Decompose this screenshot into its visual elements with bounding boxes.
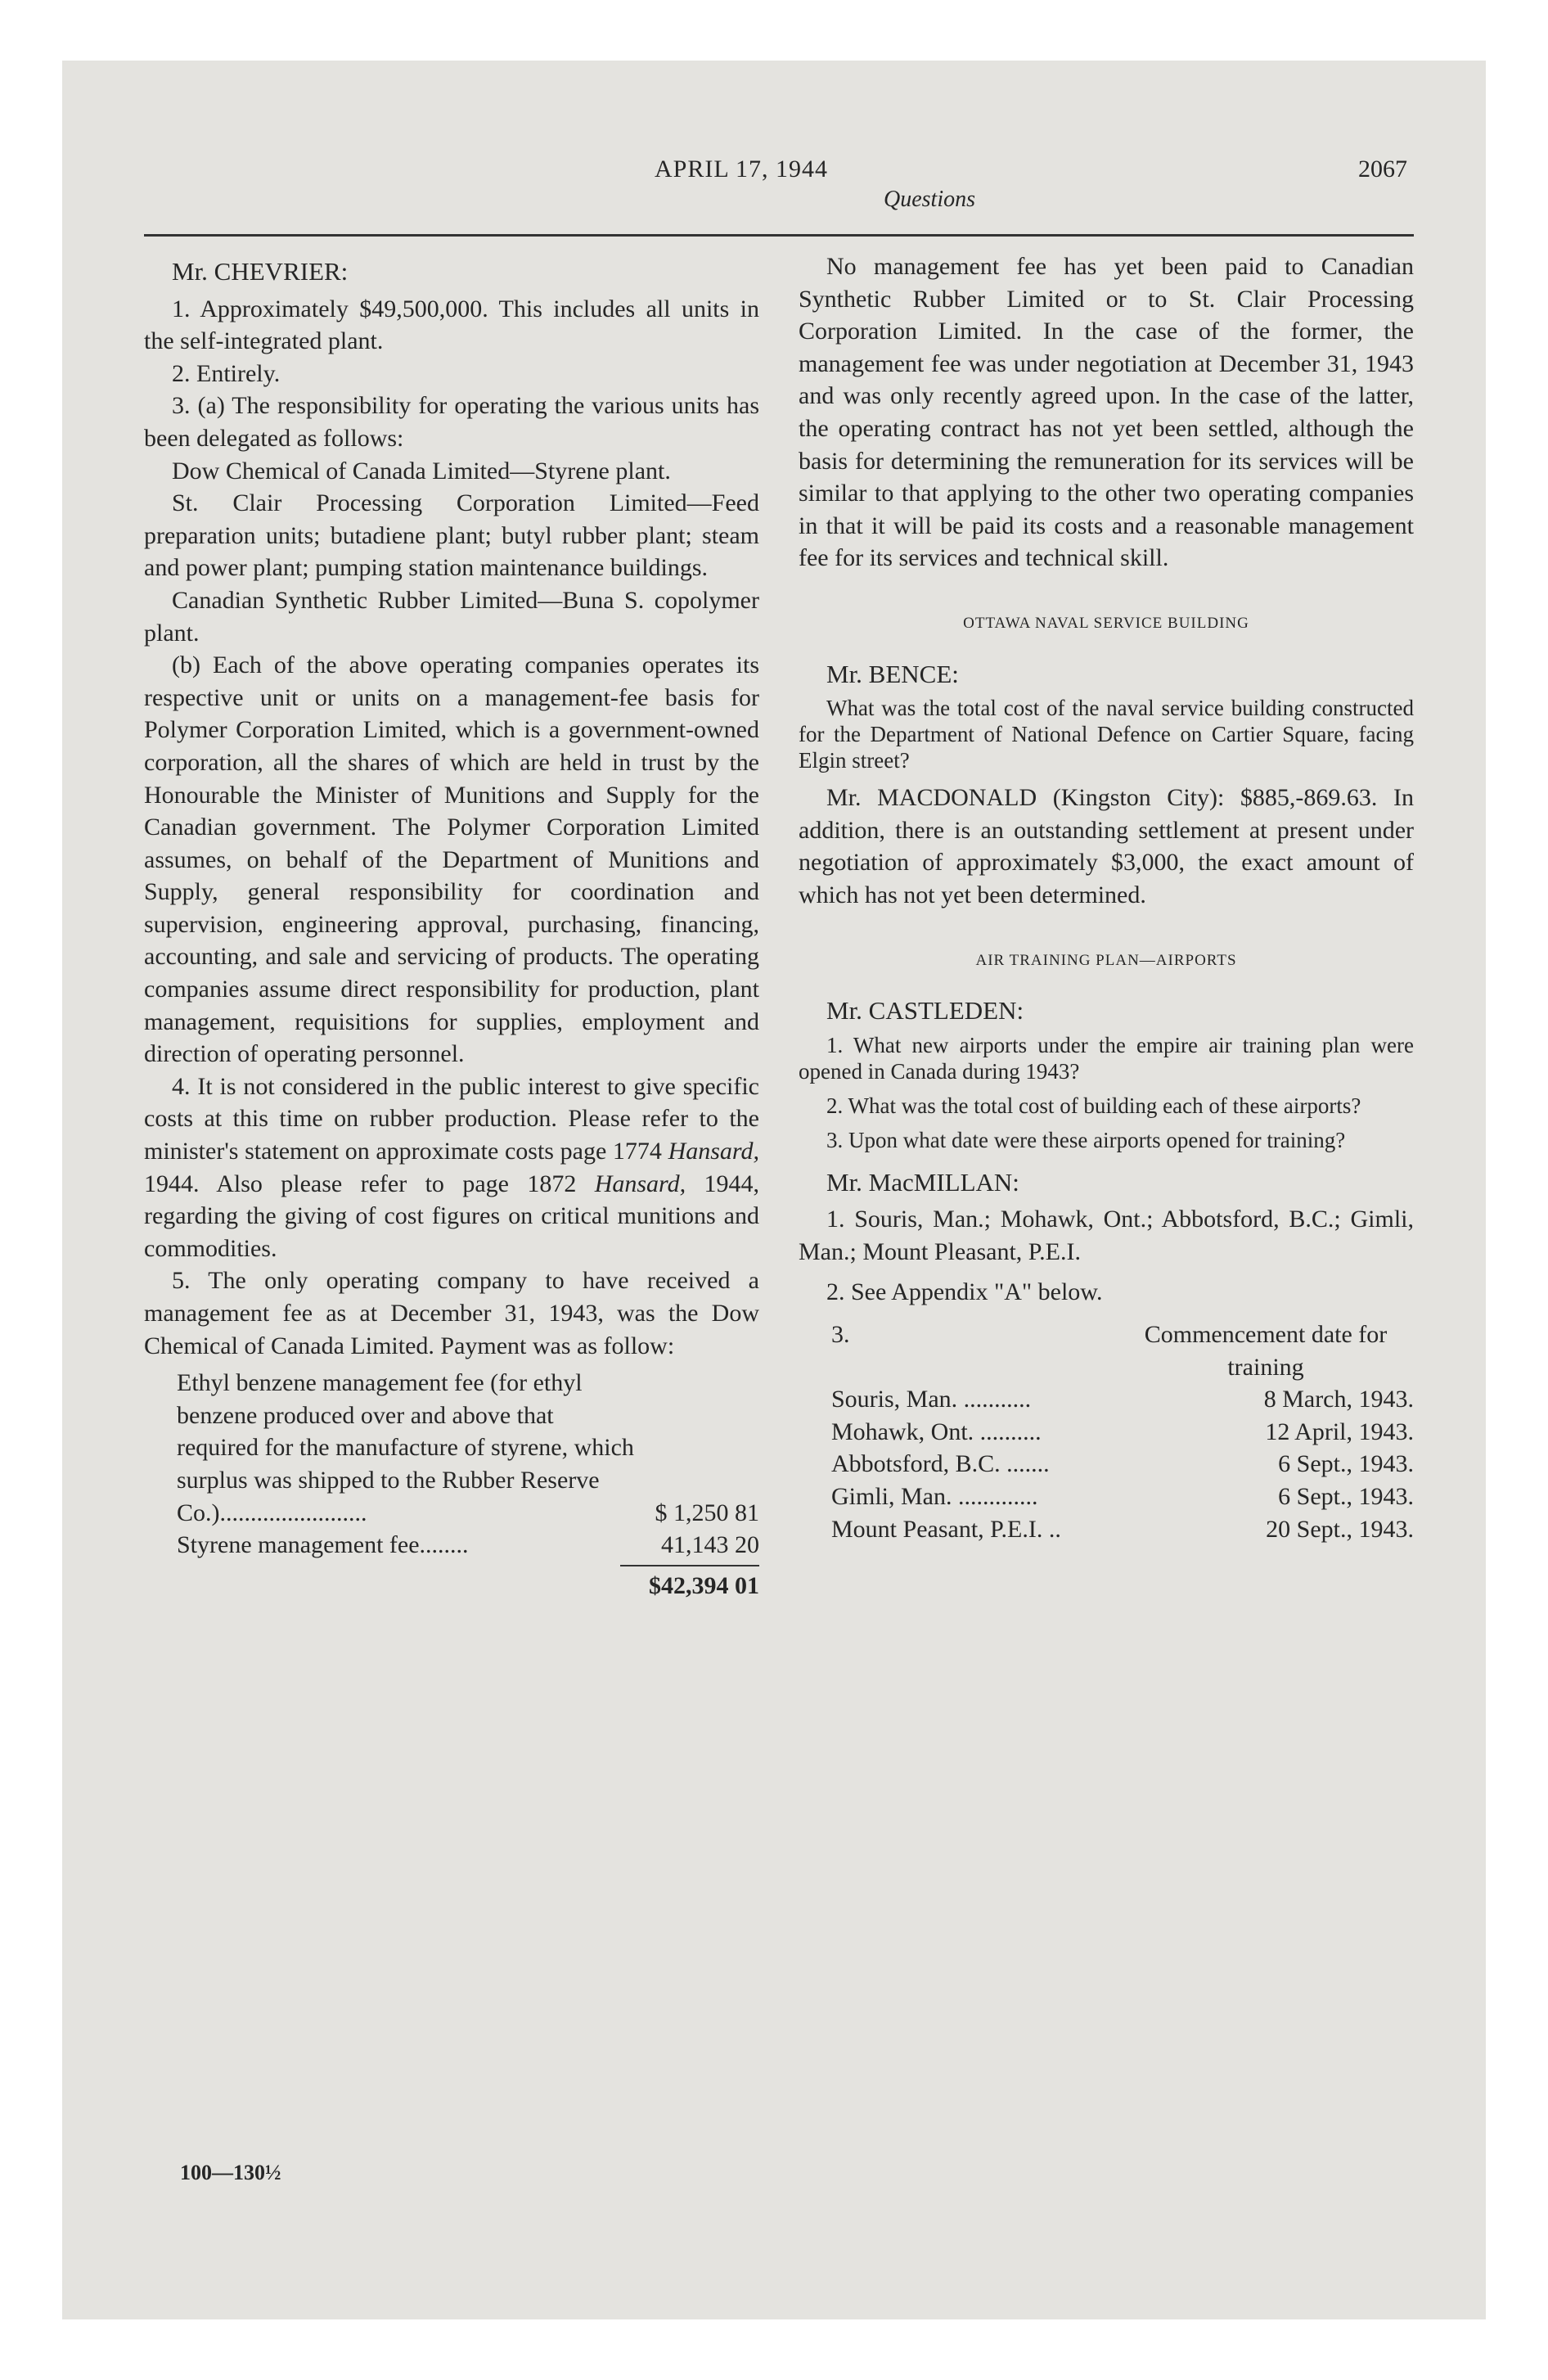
answer-1: 1. Approximately $49,500,000. This includes all units in the self-integrated plant. [144,295,759,355]
question-1: 1. What new airports under the empire air training plan were opened in Canada during 1943? [799,1032,1414,1084]
question-bence: What was the total cost of the naval service building constructed for the Department of National Defence on Cartier Square, facing Elgin street? [799,696,1414,773]
section-title: Questions [884,187,975,212]
airport-date: 20 Sept., 1943. [1266,1515,1414,1543]
answer-2: 2. Entirely. [172,359,281,387]
airport-row [831,1383,1414,1416]
heading-naval-building: OTTAWA NAVAL SERVICE BUILDING [963,614,1249,632]
heading-air-training: AIR TRAINING PLAN—AIRPORTS [975,951,1237,969]
airport-name: Mount Peasant, P.E.I. .. [831,1515,1061,1543]
speaker-castleden: Mr. CASTLEDEN: [826,996,1024,1025]
signature-mark: 100—130½ [180,2161,281,2184]
speaker-chevrier: Mr. CHEVRIER: [172,257,349,286]
ethyl-fee-amount: $ 1,250 81 [655,1499,759,1526]
airport-row [831,1448,1414,1481]
payment-styrene-row [177,1529,759,1562]
question-2: 2. What was the total cost of building each of these airports? [826,1093,1361,1118]
canadian-synthetic-delegation: Canadian Synthetic Rubber Limited—Buna S. copolymer plant. [144,586,759,647]
airport-name: Mohawk, Ont. .......... [831,1418,1042,1445]
answer-4: 4. It is not considered in the public interest to give specific costs at this time on rubber production. Please refer to the minister's statement on approximate costs page 1774 Hansard, 1944. Also please refer to page 1872 Hansard, 1944, regarding the giving of cost figures on critical munitions and commodities. [144,1072,760,1262]
payment-ethyl-row [144,1367,759,1529]
airport-answer-1: 1. Souris, Man.; Mohawk, Ont.; Abbotsford, B.C.; Gimli, Man.; Mount Pleasant, P.E.I. [799,1206,1414,1265]
ethyl-fee-leader: ........................ [219,1499,367,1526]
answer-5: 5. The only operating company to have received a management fee as at December 31, 1943, was the Dow Chemical of Canada Limited. Payment was as follow: [144,1267,759,1359]
airport-name: Souris, Man. ........... [831,1386,1032,1413]
speaker-macdonald: Mr. MACDONALD (Kingston City): [826,784,1225,812]
speaker-macmillan: Mr. MacMILLAN: [826,1167,1019,1197]
answer-3b: (b) Each of the above operating companies operates its respective unit or units on a management-fee basis for Polymer Corporation Limited, which is a government-owned corporation, all the shares of which are held in trust by the Honourable the Minister of Munitions and Supply for the Canadian government. The Polymer Corporation Limited assumes, on behalf of the Department of Munitions and Supply, general responsibility for coordination and supervision, engineering approval, purchasing, financing, accounting, and sale and servicing of products. The operating companies assume direct responsibility for production, plant management, requisitions for supplies, employment and direction of operating personnel. [144,651,759,1068]
commencement-header [799,1318,1414,1383]
header-rule [144,234,1414,237]
stclair-delegation: St. Clair Processing Corporation Limited—Feed preparation units; butadiene plant; butyl rubber plant; steam and power plant; pumping station maintenance buildings. [144,489,759,582]
airport-row [831,1416,1414,1449]
airport-name: Gimli, Man. ............. [831,1483,1038,1511]
airport-answer-3-number: 3. [831,1321,850,1349]
airport-date: 8 March, 1943. [1263,1386,1414,1413]
page-header [0,0,1548,246]
airport-row [831,1481,1414,1513]
total-rule [620,1565,759,1566]
airport-date: 6 Sept., 1943. [1278,1483,1414,1511]
answer-macdonald: Mr. MACDONALD (Kingston City): $885,-869.63. In addition, there is an outstanding settlement at present under negotiation of approximately $3,000, the exact amount of which has not yet been determined. [799,784,1415,908]
ethyl-fee-desc: Ethyl benzene management fee (for ethyl benzene produced over and above that required for the manufacture of styrene, which surplus was shipped to the Rubber Reserve Co.) [177,1369,634,1526]
header-date: APRIL 17, 1944 [655,156,829,183]
speaker-bence: Mr. BENCE: [826,659,959,688]
page-number: 2067 [1358,156,1407,183]
management-fee-paragraph: No management fee has yet been paid to Canadian Synthetic Rubber Limited or to St. Clair Processing Corporation Limited. In the case of the former, the management fee was under negotiation at December 31, 1943 and was only recently agreed upon. In the case of the latter, the operating contract has not yet been settled, although the basis for determining the remuneration for its services will be similar to that applying to the other two operating companies in that it will be paid its costs and a reasonable management fee for its services and technical skill. [799,253,1414,572]
airport-name: Abbotsford, B.C. ....... [831,1450,1050,1478]
styrene-fee-desc: Styrene management fee........ [177,1531,469,1559]
answer-3a: 3. (a) The responsibility for operating the various units has been delegated as follows: [144,392,759,452]
dow-delegation: Dow Chemical of Canada Limited—Styrene plant. [172,457,671,485]
payment-total: $42,394 01 [649,1571,759,1599]
commencement-column-head: Commencement date for training [1144,1321,1388,1381]
styrene-fee-amount: 41,143 20 [661,1531,759,1559]
airport-row [831,1513,1414,1546]
right-column [799,250,1414,1545]
airport-date: 12 April, 1943. [1265,1418,1414,1445]
airport-answer-2: 2. See Appendix "A" below. [826,1278,1103,1306]
left-column [144,250,759,1602]
question-3: 3. Upon what date were these airports opened for training? [826,1127,1346,1152]
airport-date: 6 Sept., 1943. [1278,1450,1414,1478]
